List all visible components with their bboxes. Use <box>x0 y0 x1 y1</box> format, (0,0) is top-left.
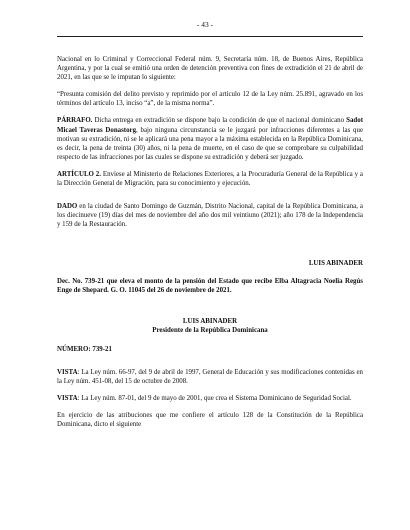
president-name: LUIS ABINADER <box>182 317 238 325</box>
extradited-name: Sadot Micael Taveras Donastorg <box>57 117 363 134</box>
article-2-label: ARTÍCULO 2. <box>57 170 101 178</box>
page-number: - 43 - <box>196 20 214 29</box>
decree-title: Dec. No. 739-21 que eleva el monto de la pensión del Estado que recibe Elba Altagracia Noelia Regús Enge de Shepard. G. O. 11045 del 26 de noviembre de 2021. <box>57 277 363 294</box>
vista-2-label: VISTA <box>57 395 78 403</box>
vista-2 <box>57 394 363 403</box>
decree-number: NÚMERO: 739-21 <box>57 345 112 353</box>
signature-luis-abinader: LUIS ABINADER <box>308 260 363 268</box>
dado-text: en la ciudad de Santo Domingo de Guzmán, Distrito Nacional, capital de la República Dominicana, a los diecinueve (19) días del mes de noviembre del año dos mil veintiuno (2021); año 178 de la Independencia y 159 de la Restauración. <box>57 203 363 229</box>
closing-paragraph: En ejercicio de las atribuciones que me confiere el artículo 128 de la Constitución de la República Dominicana, dicto el siguiente <box>57 412 363 429</box>
parrafo-text-b: , bajo ninguna circunstancia se le juzgará por infracciones diferentes a las que motivan su extradición, ni se le aplicará una pena mayor a la máxima establecida en la República Dominicana, es decir, la pena de treinta (30) años, ni la pena de muerte, en el caso de que se comprobare su culpabilidad respecto de las infracciones por las cuales se dispone su extradición y deberá ser juzgado. <box>57 126 364 161</box>
header-rule <box>57 36 363 37</box>
article-2 <box>57 170 363 188</box>
article-2-text: Envíese al Ministerio de Relaciones Exteriores, a la Procuraduría General de la República y a la Dirección General de Migración, para su conocimiento y ejecución. <box>57 170 363 188</box>
vista-1 <box>57 368 363 386</box>
parrafo-label: PÁRRAFO. <box>57 117 93 125</box>
vista-1-text: : La Ley núm. 66-97, del 9 de abril de 1997, General de Educación y sus modificaciones contenidas en la Ley núm. 451-08, del 15 de octubre de 2008. <box>57 368 363 386</box>
page-body <box>57 55 363 437</box>
president-title: Presidente de la República Dominicana <box>152 326 268 334</box>
vista-2-text: : La Ley núm. 87-01, del 9 de mayo de 2001, que crea el Sistema Dominicano de Seguridad Social. <box>77 395 352 403</box>
parrafo-text-a: Dicha entrega en extradición se dispone bajo la condición de que el nacional dominicano <box>92 117 347 125</box>
dado-paragraph <box>57 202 363 229</box>
paragraph-intro: Nacional en lo Criminal y Correccional Federal núm. 9, Secretaría núm. 18, de Buenos Aires, República Argentina, y por la cual se emitió una orden de detención preventiva con fines de extradición el 21 de abril de 2021, en las que se le imputan lo siguiente: <box>57 56 363 82</box>
paragraph-parrafo <box>57 116 363 161</box>
dado-label: DADO <box>57 203 78 211</box>
vista-1-label: VISTA <box>57 368 78 376</box>
quoted-charge: “Presunta comisión del delito previsto y reprimido por el artículo 12 de la Ley núm. 25.891, agravado en los términos del artículo 13, inciso “a”, de la misma norma”. <box>57 91 363 108</box>
